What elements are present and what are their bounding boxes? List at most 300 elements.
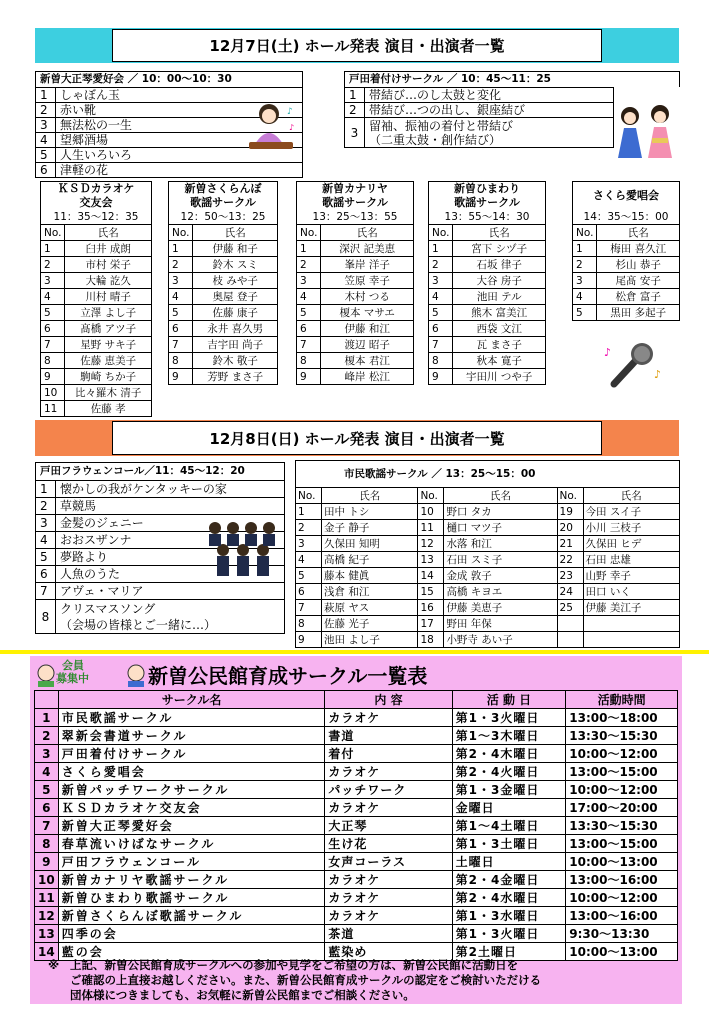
shimin-row <box>296 504 680 520</box>
member-no: 5 <box>41 305 65 321</box>
member-row <box>297 257 414 273</box>
group-name-line2: 歌謡サークル <box>190 196 256 209</box>
member-name: 芳野 まさ子 <box>193 369 278 385</box>
svg-text:♪: ♪ <box>287 107 293 117</box>
member-name: 宮下 シヅ子 <box>453 241 546 257</box>
col-name: 氏名 <box>193 225 278 241</box>
program-title: 懐かしの我がケンタッキーの家 <box>56 481 285 498</box>
group-table-header <box>429 225 546 241</box>
summary-no: 4 <box>35 763 59 781</box>
summary-activity-day: 第1～3木曜日 <box>452 727 566 745</box>
member-row <box>429 353 546 369</box>
member-no: 2 <box>41 257 65 273</box>
summary-activity-day: 第1・3水曜日 <box>452 907 566 925</box>
shimin-row <box>296 568 680 584</box>
member-row <box>169 273 278 289</box>
member-name: 黒田 多起子 <box>597 305 680 321</box>
group-table-header <box>297 225 414 241</box>
member-name: 山野 幸子 <box>583 568 679 584</box>
member-no: 7 <box>296 600 322 616</box>
group-name <box>296 181 414 210</box>
member-row <box>297 369 414 385</box>
member-no: 1 <box>41 241 65 257</box>
group-name <box>40 181 152 210</box>
member-row <box>429 337 546 353</box>
member-name: 松倉 富子 <box>597 289 680 305</box>
program-row <box>345 88 614 103</box>
member-name <box>583 616 679 632</box>
member-no: 22 <box>557 552 583 568</box>
col-no: No. <box>557 488 583 504</box>
badge-bottom: 募集中 <box>56 672 89 685</box>
member-name: 久保田 知明 <box>322 536 418 552</box>
member-no: 2 <box>296 520 322 536</box>
member-no: 18 <box>418 632 444 648</box>
summary-content: カラオケ <box>325 907 452 925</box>
summary-activity-day: 第1・3土曜日 <box>452 835 566 853</box>
member-no: 11 <box>41 401 65 417</box>
member-no: 9 <box>297 369 321 385</box>
col-name: 氏名 <box>444 488 557 504</box>
member-row <box>41 289 152 305</box>
col-no: No. <box>418 488 444 504</box>
program-no: 1 <box>345 88 365 103</box>
member-name: 熊木 富美江 <box>453 305 546 321</box>
group-name-line1: 新曽ひまわり <box>454 182 520 195</box>
member-no: 9 <box>41 369 65 385</box>
member-name: 星野 サキ子 <box>65 337 152 353</box>
summary-table <box>34 690 678 961</box>
member-name: 野口 タカ <box>444 504 557 520</box>
program-no: 4 <box>36 532 56 549</box>
frauen-header: 戸田フラウェンコール／11：45～12：20 <box>35 462 285 480</box>
program-title: おおスザンナ <box>56 532 285 549</box>
program-row <box>36 583 285 600</box>
program-title: アヴェ・マリア <box>56 583 285 600</box>
summary-row <box>35 709 678 727</box>
summary-row <box>35 835 678 853</box>
member-name: 鈴木 スミ <box>193 257 278 273</box>
summary-activity-day: 金曜日 <box>452 799 566 817</box>
group-time: 13：55～14：30 <box>428 210 546 224</box>
program-row <box>345 118 614 148</box>
karaoke-group <box>572 181 680 321</box>
member-row <box>297 321 414 337</box>
summary-activity-day: 第1・3火曜日 <box>452 709 566 727</box>
member-name: 池田 テル <box>453 289 546 305</box>
program-no: 2 <box>345 103 365 118</box>
member-name: 伊藤 和江 <box>321 321 414 337</box>
summary-row <box>35 781 678 799</box>
member-row <box>169 321 278 337</box>
program-no: 3 <box>36 118 56 133</box>
member-no: 8 <box>429 353 453 369</box>
member-name: 川村 晴子 <box>65 289 152 305</box>
member-no: 2 <box>429 257 453 273</box>
group-time: 12：50～13：25 <box>168 210 278 224</box>
program-title: 人生いろいろ <box>56 148 303 163</box>
member-name: 池田 よし子 <box>322 632 418 648</box>
member-row <box>41 337 152 353</box>
member-no: 17 <box>418 616 444 632</box>
summary-activity-day: 第2土曜日 <box>452 943 566 961</box>
member-name: 野田 年保 <box>444 616 557 632</box>
note-mark: ※ <box>48 958 60 972</box>
members-icon <box>36 659 146 687</box>
member-name <box>583 632 679 648</box>
program-title: 帯結び…のし太鼓と変化 <box>365 88 614 103</box>
shimin-header: 市民歌謡サークル ／ 13：25～15：00 <box>295 460 680 487</box>
member-no: 8 <box>169 353 193 369</box>
member-row <box>429 257 546 273</box>
member-row <box>429 321 546 337</box>
member-row <box>169 241 278 257</box>
group-time: 14：35～15：00 <box>572 210 680 224</box>
member-name: 峰岸 松江 <box>321 369 414 385</box>
member-no: 9 <box>169 369 193 385</box>
member-no: 3 <box>169 273 193 289</box>
program-no: 5 <box>36 148 56 163</box>
member-no: 12 <box>418 536 444 552</box>
member-row <box>169 337 278 353</box>
member-name: 榎本 君江 <box>321 353 414 369</box>
member-row <box>41 305 152 321</box>
summary-no: 13 <box>35 925 59 943</box>
member-row <box>429 369 546 385</box>
group-name-line1: 新曽さくらんぼ <box>184 182 262 195</box>
program-no: 7 <box>36 583 56 600</box>
summary-activity-day: 第1・3金曜日 <box>452 781 566 799</box>
karaoke-group <box>296 181 414 385</box>
summary-activity-time: 13:00～16:00 <box>566 871 678 889</box>
member-row <box>41 241 152 257</box>
shimin-row <box>296 584 680 600</box>
member-row <box>573 289 680 305</box>
member-name: 峯岸 洋子 <box>321 257 414 273</box>
member-row <box>429 241 546 257</box>
summary-content: パッチワーク <box>325 781 452 799</box>
member-name: 榎本 マサエ <box>321 305 414 321</box>
summary-col-header: 内 容 <box>325 691 452 709</box>
member-no: 8 <box>297 353 321 369</box>
col-no: No. <box>296 488 322 504</box>
member-no <box>557 632 583 648</box>
member-name: 今田 スイ子 <box>583 504 679 520</box>
dec7-title: 12月7日(土) ホール発表 演目・出演者一覧 <box>112 29 602 62</box>
member-name: 金子 静子 <box>322 520 418 536</box>
summary-panel <box>30 656 682 1004</box>
member-no: 16 <box>418 600 444 616</box>
program-row <box>36 163 303 178</box>
member-no: 7 <box>297 337 321 353</box>
summary-no: 7 <box>35 817 59 835</box>
member-name: 浅倉 和江 <box>322 584 418 600</box>
group-table-header <box>41 225 152 241</box>
koto-player-illustration <box>245 100 297 155</box>
member-name: 藤本 健眞 <box>322 568 418 584</box>
summary-content: 生け花 <box>325 835 452 853</box>
member-no: 3 <box>297 273 321 289</box>
member-name: 比々羅木 清子 <box>65 385 152 401</box>
summary-row <box>35 925 678 943</box>
col-name: 氏名 <box>321 225 414 241</box>
member-name: 深沢 記美恵 <box>321 241 414 257</box>
group-name-line2: 歌謡サークル <box>454 196 520 209</box>
member-name: 西袋 文江 <box>453 321 546 337</box>
summary-activity-day: 第2・4火曜日 <box>452 763 566 781</box>
member-name: 小野寺 あい子 <box>444 632 557 648</box>
member-no: 3 <box>296 536 322 552</box>
summary-content: 大正琴 <box>325 817 452 835</box>
summary-row <box>35 889 678 907</box>
summary-content: カラオケ <box>325 799 452 817</box>
member-row <box>41 257 152 273</box>
member-no: 6 <box>296 584 322 600</box>
summary-no: 11 <box>35 889 59 907</box>
group-table-header <box>573 225 680 241</box>
member-name: 田口 いく <box>583 584 679 600</box>
program-row <box>36 481 285 498</box>
member-name: 伊藤 美恵子 <box>444 600 557 616</box>
member-no <box>557 616 583 632</box>
summary-content: 書道 <box>325 727 452 745</box>
program-title: 望郷酒場 <box>56 133 303 148</box>
summary-content: 女声コーラス <box>325 853 452 871</box>
summary-row <box>35 871 678 889</box>
summary-no: 9 <box>35 853 59 871</box>
col-no: No. <box>429 225 453 241</box>
shimin-row <box>296 552 680 568</box>
shimin-program <box>295 460 680 648</box>
program-title: 無法松の一生 <box>56 118 303 133</box>
program-no: 3 <box>345 118 365 148</box>
summary-col-header <box>35 691 59 709</box>
svg-text:♪: ♪ <box>289 123 295 132</box>
member-no: 3 <box>429 273 453 289</box>
program-no: 2 <box>36 498 56 515</box>
member-row <box>297 241 414 257</box>
program-no: 1 <box>36 481 56 498</box>
program-title: 帯結び…つの出し、銀座結び <box>365 103 614 118</box>
member-no: 13 <box>418 552 444 568</box>
summary-activity-time: 10:00～13:00 <box>566 853 678 871</box>
member-no: 2 <box>297 257 321 273</box>
member-name: 樋口 マツ子 <box>444 520 557 536</box>
member-no: 1 <box>573 241 597 257</box>
member-name: 大輪 訖久 <box>65 273 152 289</box>
toda-table <box>344 87 614 148</box>
member-name: 小川 三枝子 <box>583 520 679 536</box>
member-row <box>429 289 546 305</box>
summary-no: 2 <box>35 727 59 745</box>
member-no: 7 <box>429 337 453 353</box>
member-name: 駒崎 ちか子 <box>65 369 152 385</box>
summary-row <box>35 853 678 871</box>
member-no: 1 <box>297 241 321 257</box>
member-name: 大谷 房子 <box>453 273 546 289</box>
summary-activity-day: 土曜日 <box>452 853 566 871</box>
summary-activity-day: 第2・4金曜日 <box>452 871 566 889</box>
member-no: 6 <box>169 321 193 337</box>
shimin-row <box>296 632 680 648</box>
member-no: 4 <box>296 552 322 568</box>
summary-circle-name: さくら愛唱会 <box>58 763 325 781</box>
program-no: 1 <box>36 88 56 103</box>
member-name: 伊藤 美江子 <box>583 600 679 616</box>
summary-activity-time: 10:00～12:00 <box>566 781 678 799</box>
summary-row <box>35 763 678 781</box>
program-no: 3 <box>36 515 56 532</box>
summary-circle-name: 新曽ひまわり歌謡サークル <box>58 889 325 907</box>
shimin-table-header <box>296 488 680 504</box>
program-no: 6 <box>36 566 56 583</box>
summary-activity-time: 10:00～13:00 <box>566 943 678 961</box>
program-title: 夢路より <box>56 549 285 566</box>
summary-activity-day: 第1～4土曜日 <box>452 817 566 835</box>
summary-activity-time: 13:30～15:30 <box>566 817 678 835</box>
member-row <box>169 257 278 273</box>
col-name: 氏名 <box>597 225 680 241</box>
group-name <box>572 181 680 210</box>
col-no: No. <box>169 225 193 241</box>
summary-content: 茶道 <box>325 925 452 943</box>
summary-no: 14 <box>35 943 59 961</box>
shimin-row <box>296 520 680 536</box>
member-name: 伊藤 和子 <box>193 241 278 257</box>
member-no: 6 <box>41 321 65 337</box>
member-name: 枝 みや子 <box>193 273 278 289</box>
summary-no: 5 <box>35 781 59 799</box>
col-name: 氏名 <box>65 225 152 241</box>
member-name: 杉山 恭子 <box>597 257 680 273</box>
member-row <box>41 353 152 369</box>
member-no: 14 <box>418 568 444 584</box>
program-no: 8 <box>36 600 56 634</box>
summary-row <box>35 907 678 925</box>
summary-no: 8 <box>35 835 59 853</box>
summary-circle-name: 新曽さくらんぼ歌謡サークル <box>58 907 325 925</box>
member-row <box>41 273 152 289</box>
group-name-line1: 新曽カナリヤ <box>322 182 388 195</box>
member-no: 24 <box>557 584 583 600</box>
summary-activity-time: 13:00～15:00 <box>566 763 678 781</box>
member-no: 3 <box>41 273 65 289</box>
member-row <box>573 273 680 289</box>
summary-no: 12 <box>35 907 59 925</box>
summary-col-header: 活 動 日 <box>452 691 566 709</box>
member-name: 尾髙 安子 <box>597 273 680 289</box>
member-no: 1 <box>429 241 453 257</box>
choir-illustration <box>203 518 283 578</box>
member-no: 10 <box>41 385 65 401</box>
member-name: 渡辺 昭子 <box>321 337 414 353</box>
summary-no: 6 <box>35 799 59 817</box>
program-title: 人魚のうた <box>56 566 285 583</box>
svg-text:♪: ♪ <box>654 368 662 381</box>
member-no: 9 <box>429 369 453 385</box>
karaoke-group <box>168 181 278 385</box>
member-name: 石田 スミ子 <box>444 552 557 568</box>
member-row <box>429 273 546 289</box>
group-table <box>572 224 680 321</box>
member-name: 笠原 幸子 <box>321 273 414 289</box>
shimin-row <box>296 536 680 552</box>
summary-row <box>35 799 678 817</box>
member-name: 市村 栄子 <box>65 257 152 273</box>
member-no: 5 <box>296 568 322 584</box>
group-name-line1: さくら愛唱会 <box>593 189 659 202</box>
member-no: 5 <box>297 305 321 321</box>
taisho-header: 新曽大正琴愛好会 ／ 10：00～10：30 <box>35 71 303 87</box>
member-no: 4 <box>169 289 193 305</box>
summary-activity-time: 10:00～12:00 <box>566 745 678 763</box>
group-table-header <box>169 225 278 241</box>
member-row <box>297 273 414 289</box>
program-title: クリスマスソング （会場の皆様とご一緒に…） <box>56 600 285 634</box>
summary-activity-day: 第1・3火曜日 <box>452 925 566 943</box>
summary-circle-name: 戸田フラウェンコール <box>58 853 325 871</box>
summary-content: カラオケ <box>325 889 452 907</box>
member-name: 瓦 まさ子 <box>453 337 546 353</box>
member-no: 7 <box>41 337 65 353</box>
member-name: 石坂 律子 <box>453 257 546 273</box>
summary-circle-name: 戸田着付けサークル <box>58 745 325 763</box>
member-row <box>573 257 680 273</box>
member-row <box>573 241 680 257</box>
member-no: 4 <box>429 289 453 305</box>
summary-activity-time: 9:30～13:30 <box>566 925 678 943</box>
member-name: 鈴木 敬子 <box>193 353 278 369</box>
program-title: 津軽の花 <box>56 163 303 178</box>
summary-circle-name: 新曽カナリヤ歌謡サークル <box>58 871 325 889</box>
program-row <box>36 498 285 515</box>
member-no: 2 <box>169 257 193 273</box>
col-no: No. <box>297 225 321 241</box>
summary-no: 1 <box>35 709 59 727</box>
member-name: 立澤 よし子 <box>65 305 152 321</box>
dec8-title: 12月8日(日) ホール発表 演目・出演者一覧 <box>112 421 602 455</box>
summary-circle-name: 翠新会書道サークル <box>58 727 325 745</box>
group-time: 13：25～13：55 <box>296 210 414 224</box>
member-row <box>41 321 152 337</box>
shimin-row <box>296 616 680 632</box>
group-name-line2: 交友会 <box>79 196 113 209</box>
member-no: 1 <box>169 241 193 257</box>
divider-line <box>0 650 709 654</box>
member-name: 佐藤 康子 <box>193 305 278 321</box>
summary-activity-time: 13:00～18:00 <box>566 709 678 727</box>
member-row <box>41 369 152 385</box>
summary-row <box>35 745 678 763</box>
member-row <box>297 337 414 353</box>
group-name <box>428 181 546 210</box>
summary-circle-name: 新曽大正琴愛好会 <box>58 817 325 835</box>
member-name: 秋本 寛子 <box>453 353 546 369</box>
member-name: 田中 トシ <box>322 504 418 520</box>
member-name: 奥屋 登子 <box>193 289 278 305</box>
summary-activity-time: 13:00～15:00 <box>566 835 678 853</box>
toda-header: 戸田着付けサークル ／ 10：45～11：25 <box>344 71 680 87</box>
member-no: 1 <box>296 504 322 520</box>
summary-row <box>35 727 678 745</box>
group-table <box>40 224 152 417</box>
member-row <box>169 353 278 369</box>
summary-no: 3 <box>35 745 59 763</box>
member-name: 臼井 成朗 <box>65 241 152 257</box>
dec8-banner <box>35 420 679 456</box>
group-table <box>296 224 414 385</box>
col-name: 氏名 <box>453 225 546 241</box>
